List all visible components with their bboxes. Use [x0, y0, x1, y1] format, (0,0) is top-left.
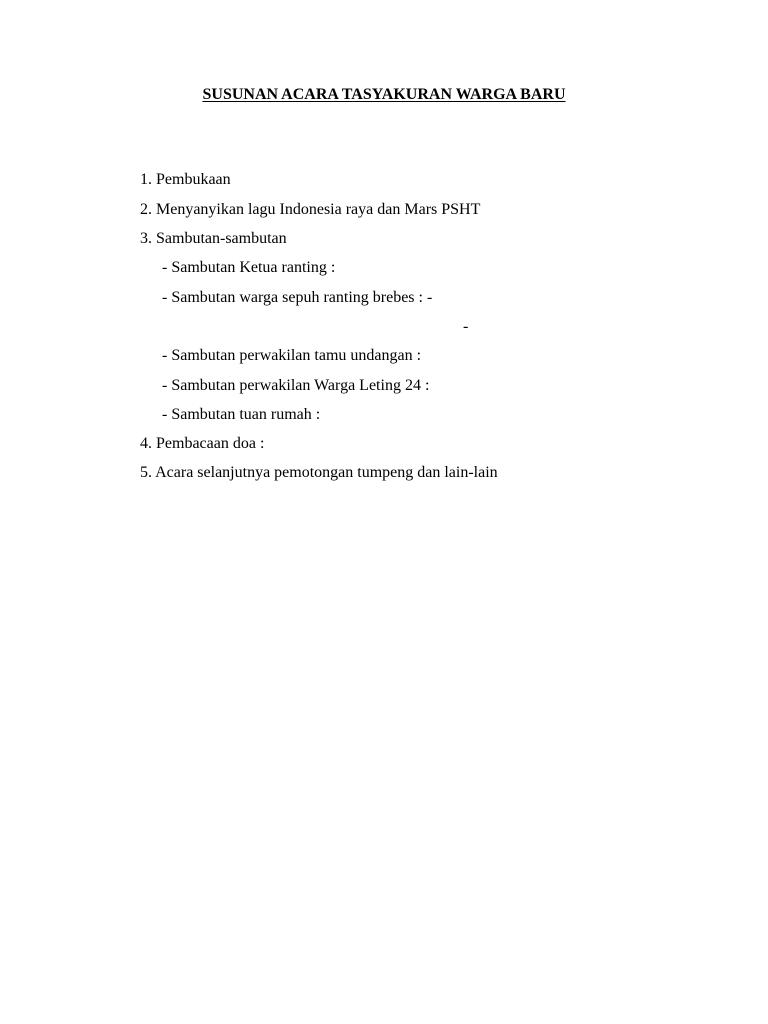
- agenda-item-anthem: 2. Menyanyikan lagu Indonesia raya dan Mars PSHT: [140, 201, 481, 218]
- speech-item-ketua-ranting: - Sambutan Ketua ranting :: [162, 259, 336, 276]
- speech-item-tuan-rumah: - Sambutan tuan rumah :: [162, 406, 321, 423]
- agenda-item-speeches: 3. Sambutan-sambutan: [140, 230, 287, 247]
- speech-item-warga-sepuh: - Sambutan warga sepuh ranting brebes : -: [162, 289, 433, 306]
- speech-item-warga-sepuh-continuation: -: [463, 318, 469, 335]
- agenda-item-opening: 1. Pembukaan: [140, 171, 231, 188]
- document-title: SUSUNAN ACARA TASYAKURAN WARGA BARU: [202, 86, 566, 103]
- speech-item-tamu-undangan: - Sambutan perwakilan tamu undangan :: [162, 347, 422, 364]
- agenda-item-prayer: 4. Pembacaan doa :: [140, 435, 265, 452]
- agenda-item-tumpeng: 5. Acara selanjutnya pemotongan tumpeng dan lain-lain: [140, 464, 498, 481]
- speech-item-warga-leting: - Sambutan perwakilan Warga Leting 24 :: [162, 377, 430, 394]
